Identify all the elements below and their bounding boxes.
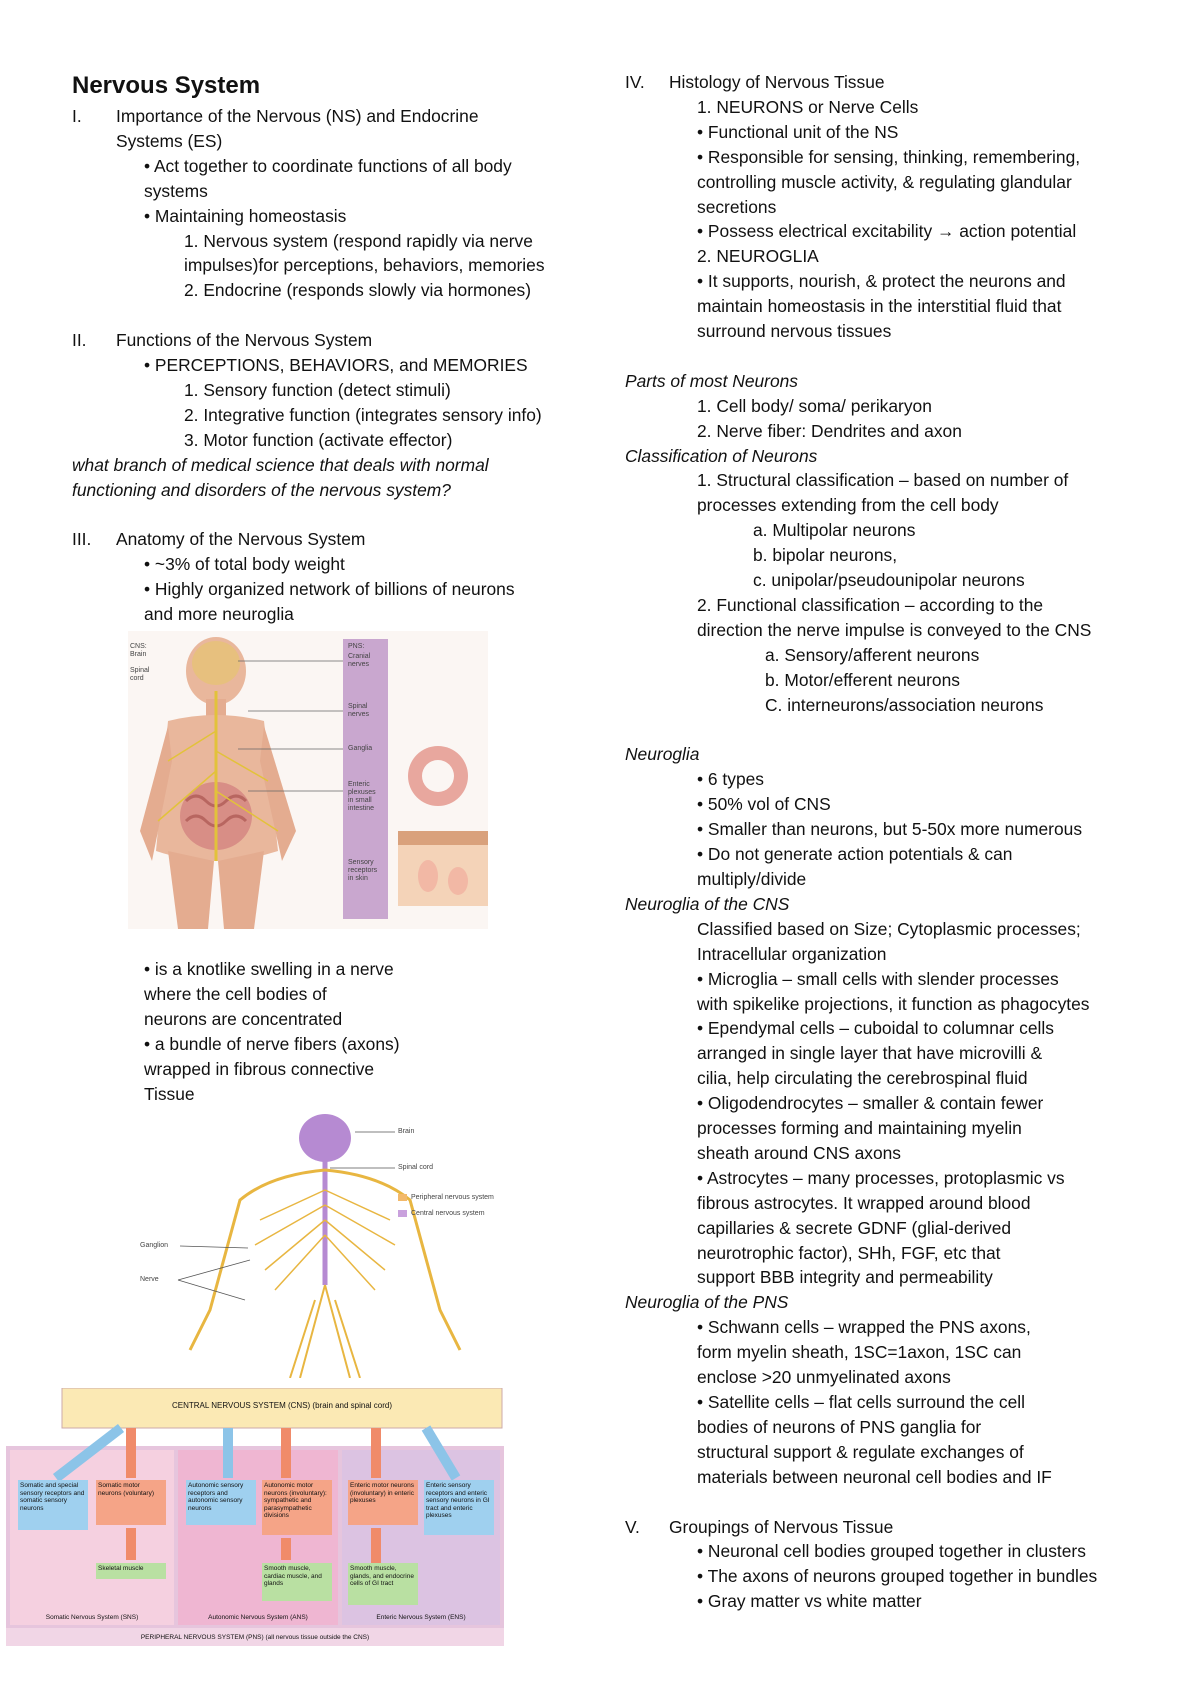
- neuroglia-line: • Smaller than neurons, but 5-50x more numerous: [697, 819, 1083, 840]
- flow-sns-effector: Skeletal muscle: [98, 1565, 144, 1573]
- flow-ans-effector: Smooth muscle, cardiac muscle, and glands: [264, 1565, 322, 1588]
- numbered-item: 1. Nervous system (respond rapidly via nerve: [184, 230, 533, 251]
- pns-line: bodies of neurons of PNS ganglia for: [697, 1416, 982, 1437]
- histology-line: secretions: [697, 196, 777, 217]
- nerve-def-cont: Tissue: [144, 1083, 195, 1104]
- pns-line: form myelin sheath, 1SC=1axon, 1SC can: [697, 1342, 1022, 1363]
- right-column: [625, 70, 1145, 1614]
- grouping-line: • Neuronal cell bodies grouped together in clusters: [697, 1541, 1086, 1562]
- classification-subitem: c. unipolar/pseudounipolar neurons: [753, 570, 1025, 591]
- classification-line: processes extending from the cell body: [697, 495, 999, 516]
- ganglion-def: • is a knotlike swelling in a nerve: [144, 959, 394, 979]
- neuroglia-heading: Neuroglia: [625, 744, 700, 765]
- section-3-title: Anatomy of the Nervous System: [116, 529, 366, 550]
- label-intestine: intestine: [348, 805, 375, 812]
- cns-line: • Ependymal cells – cuboidal to columnar cells: [697, 1018, 1054, 1039]
- histology-line: • Responsible for sensing, thinking, remembering,: [697, 146, 1081, 167]
- label-cord: cord: [130, 675, 144, 682]
- classification-line: 1. Structural classification – based on number of: [697, 470, 1069, 491]
- label-plexuses: plexuses: [348, 789, 376, 796]
- label-sensory: Sensory: [348, 859, 374, 866]
- bullet: • PERCEPTIONS, BEHAVIORS, and MEMORIES: [144, 355, 528, 376]
- body-illustration: [128, 631, 488, 929]
- section-2-num: II.: [72, 330, 87, 351]
- flow-ens-label: Enteric Nervous System (ENS): [376, 1614, 466, 1622]
- cns-line: capillaries & secrete GDNF (glial-derived: [697, 1217, 1012, 1238]
- legend-pns: Peripheral nervous system: [411, 1194, 494, 1202]
- classification-subitem: b. bipolar neurons,: [753, 545, 898, 566]
- cns-line: support BBB integrity and permeability: [697, 1267, 993, 1288]
- label-receptors: receptors: [348, 867, 378, 874]
- bullet: • ~3% of total body weight: [144, 554, 345, 575]
- flow-ans-motor: Autonomic motor neurons (involuntary): sympathetic and parasympathetic divisions: [264, 1482, 327, 1520]
- cns-pns-figure: [140, 1110, 500, 1378]
- classification-line: 2. Functional classification – according to the: [697, 595, 1044, 616]
- cns-line: fibrous astrocytes. It wrapped around blood: [697, 1192, 1031, 1213]
- numbered-item: 1. Sensory function (detect stimuli): [184, 379, 451, 400]
- section-1-num: I.: [72, 106, 82, 126]
- histology-line: • Possess electrical excitability → action potential: [697, 221, 1077, 242]
- nerve-def: • a bundle of nerve fibers (axons): [144, 1033, 400, 1054]
- ganglion-def-cont: neurons are concentrated: [144, 1008, 343, 1029]
- section-5-title: Groupings of Nervous Tissue: [669, 1516, 894, 1537]
- label-spinal-nerves: Spinal: [348, 703, 368, 710]
- bullet: • Act together to coordinate functions of all body: [144, 155, 512, 176]
- classification-subitem: C. interneurons/association neurons: [765, 694, 1044, 715]
- numbered-item-cont: impulses)for perceptions, behaviors, memories: [184, 255, 545, 276]
- cns-neuroglia-heading: Neuroglia of the CNS: [625, 893, 790, 914]
- cns-line: • Oligodendrocytes – smaller & contain fewer: [697, 1093, 1044, 1114]
- pns-line: enclose >20 unmyelinated axons: [697, 1367, 951, 1388]
- label-pns: PNS:: [348, 643, 365, 650]
- section-5-heading: [625, 1515, 1145, 1540]
- flow-cns: CENTRAL NERVOUS SYSTEM (CNS) (brain and spinal cord): [171, 1401, 393, 1411]
- section-2-title: Functions of the Nervous System: [116, 330, 373, 351]
- section-4-heading: [625, 70, 1145, 95]
- section-2-heading: [72, 328, 612, 353]
- bullet: • Highly organized network of billions of neurons: [144, 579, 515, 600]
- cns-line: arranged in single layer that have microvilli &: [697, 1043, 1043, 1064]
- pns-line: structural support & regulate exchanges of: [697, 1441, 1024, 1462]
- histology-line: maintain homeostasis in the interstitial fluid that: [697, 296, 1062, 317]
- label-cranial: Cranial: [348, 653, 371, 660]
- numbered-item: 2. Integrative function (integrates sensory info): [184, 404, 542, 425]
- nervous-system-illustration: [140, 1110, 500, 1378]
- section-1-heading: [72, 104, 612, 129]
- label-enteric: Enteric: [348, 781, 370, 788]
- flow-sns-label: Somatic Nervous System (SNS): [45, 1614, 139, 1622]
- nervous-system-flowchart: [6, 1388, 504, 1648]
- section-4-title: Histology of Nervous Tissue: [669, 72, 885, 92]
- neuroglia-line: • 6 types: [697, 769, 764, 790]
- classification-heading: Classification of Neurons: [625, 445, 818, 466]
- flow-ans-sensory: Autonomic sensory receptors and autonomic sensory neurons: [188, 1482, 244, 1512]
- parts-line: 2. Nerve fiber: Dendrites and axon: [697, 420, 962, 441]
- question-cont: functioning and disorders of the nervous system?: [72, 479, 451, 500]
- histology-line: 2. NEUROGLIA: [697, 246, 819, 267]
- pns-neuroglia-heading: Neuroglia of the PNS: [625, 1292, 789, 1313]
- bullet: • Maintaining homeostasis: [144, 205, 347, 226]
- pns-line: • Schwann cells – wrapped the PNS axons,: [697, 1317, 1031, 1338]
- numbered-item: 3. Motor function (activate effector): [184, 429, 453, 450]
- label-cns: CNS:: [130, 643, 147, 650]
- section-3-heading: [72, 527, 612, 552]
- flow-ens-motor: Enteric motor neurons (involuntary) in enteric plexuses: [350, 1482, 414, 1505]
- page-title: Nervous System: [72, 72, 261, 99]
- numbered-item: 2. Endocrine (responds slowly via hormones): [184, 280, 532, 301]
- histology-line: 1. NEURONS or Nerve Cells: [697, 96, 919, 117]
- nerve-def-cont: wrapped in fibrous connective: [144, 1058, 375, 1079]
- flow-ens-effector: Smooth muscle, glands, and endocrine cells of GI tract: [350, 1565, 414, 1588]
- ganglion-def-cont: where the cell bodies of: [144, 983, 327, 1004]
- cns-line: • Astrocytes – many processes, protoplasmic vs: [697, 1167, 1065, 1188]
- neuroglia-line: multiply/divide: [697, 868, 807, 889]
- question: what branch of medical science that deals with normal: [72, 454, 489, 475]
- flow-pns-label: PERIPHERAL NERVOUS SYSTEM (PNS) (all nervous tissue outside the CNS): [140, 1634, 370, 1642]
- cns-line: neurotrophic factor), SHh, FGF, etc that: [697, 1242, 1001, 1263]
- label-nerves-2: nerves: [348, 711, 370, 718]
- parts-line: 1. Cell body/ soma/ perikaryon: [697, 395, 932, 416]
- section-1-title: Importance of the Nervous (NS) and Endocrine: [116, 106, 479, 126]
- label-nerves: nerves: [348, 661, 370, 668]
- cns-line: sheath around CNS axons: [697, 1142, 901, 1163]
- grouping-line: • Gray matter vs white matter: [697, 1591, 922, 1612]
- neuroglia-line: • 50% vol of CNS: [697, 794, 831, 815]
- section-3-num: III.: [72, 529, 92, 550]
- neuroglia-line: • Do not generate action potentials & can: [697, 844, 1013, 865]
- section-5-num: V.: [625, 1516, 640, 1537]
- section-4-num: IV.: [625, 72, 645, 92]
- label-brain: Brain: [130, 651, 147, 658]
- classification-subitem: a. Multipolar neurons: [753, 520, 916, 541]
- cns-line: cilia, help circulating the cerebrospinal fluid: [697, 1068, 1028, 1089]
- cns-line: Classified based on Size; Cytoplasmic processes;: [697, 918, 1081, 939]
- label-spinal-cord: Spinal cord: [398, 1164, 434, 1172]
- label-in-small: in small: [348, 797, 372, 804]
- cns-line: processes forming and maintaining myelin: [697, 1118, 1022, 1139]
- label-ganglion: Ganglion: [140, 1242, 169, 1250]
- pns-line: materials between neuronal cell bodies and IF: [697, 1466, 1052, 1487]
- cns-line: Intracellular organization: [697, 943, 887, 964]
- flow-sns-sensory: Somatic and special sensory receptors and somatic sensory neurons: [20, 1482, 85, 1512]
- grouping-line: • The axons of neurons grouped together in bundles: [697, 1566, 1098, 1587]
- histology-line: surround nervous tissues: [697, 321, 892, 342]
- histology-line: • Functional unit of the NS: [697, 121, 899, 142]
- section-1-title-cont: Systems (ES): [116, 130, 223, 151]
- bullet-cont: systems: [144, 180, 208, 201]
- pns-line: • Satellite cells – flat cells surround the cell: [697, 1392, 1025, 1412]
- label-nerve: Nerve: [140, 1276, 159, 1284]
- flow-ens-sensory: Enteric sensory receptors and enteric sensory neurons in GI tract and enteric plexuses: [426, 1482, 490, 1520]
- label-in-skin: in skin: [348, 875, 368, 882]
- cns-line: • Microglia – small cells with slender processes: [697, 968, 1059, 989]
- classification-subitem: b. Motor/efferent neurons: [765, 669, 960, 690]
- flow-ans-label: Autonomic Nervous System (ANS): [208, 1614, 308, 1622]
- histology-line: • It supports, nourish, & protect the neurons and: [697, 271, 1066, 292]
- label-spinal: Spinal: [130, 667, 150, 674]
- classification-subitem: a. Sensory/afferent neurons: [765, 644, 980, 665]
- flow-sns-motor: Somatic motor neurons (voluntary): [98, 1482, 154, 1497]
- left-column: [20, 70, 612, 1648]
- histology-line: controlling muscle activity, & regulating glandular: [697, 171, 1072, 192]
- bullet-cont: and more neuroglia: [144, 604, 294, 625]
- label-ganglia: Ganglia: [348, 745, 373, 752]
- cns-line: with spikelike projections, it function as phagocytes: [697, 993, 1090, 1014]
- parts-heading: Parts of most Neurons: [625, 370, 799, 391]
- label-brain-2: Brain: [398, 1128, 415, 1136]
- classification-line: direction the nerve impulse is conveyed to the CNS: [697, 619, 1092, 640]
- nervous-system-organization-figure: [128, 631, 488, 929]
- legend-cns: Central nervous system: [411, 1210, 485, 1218]
